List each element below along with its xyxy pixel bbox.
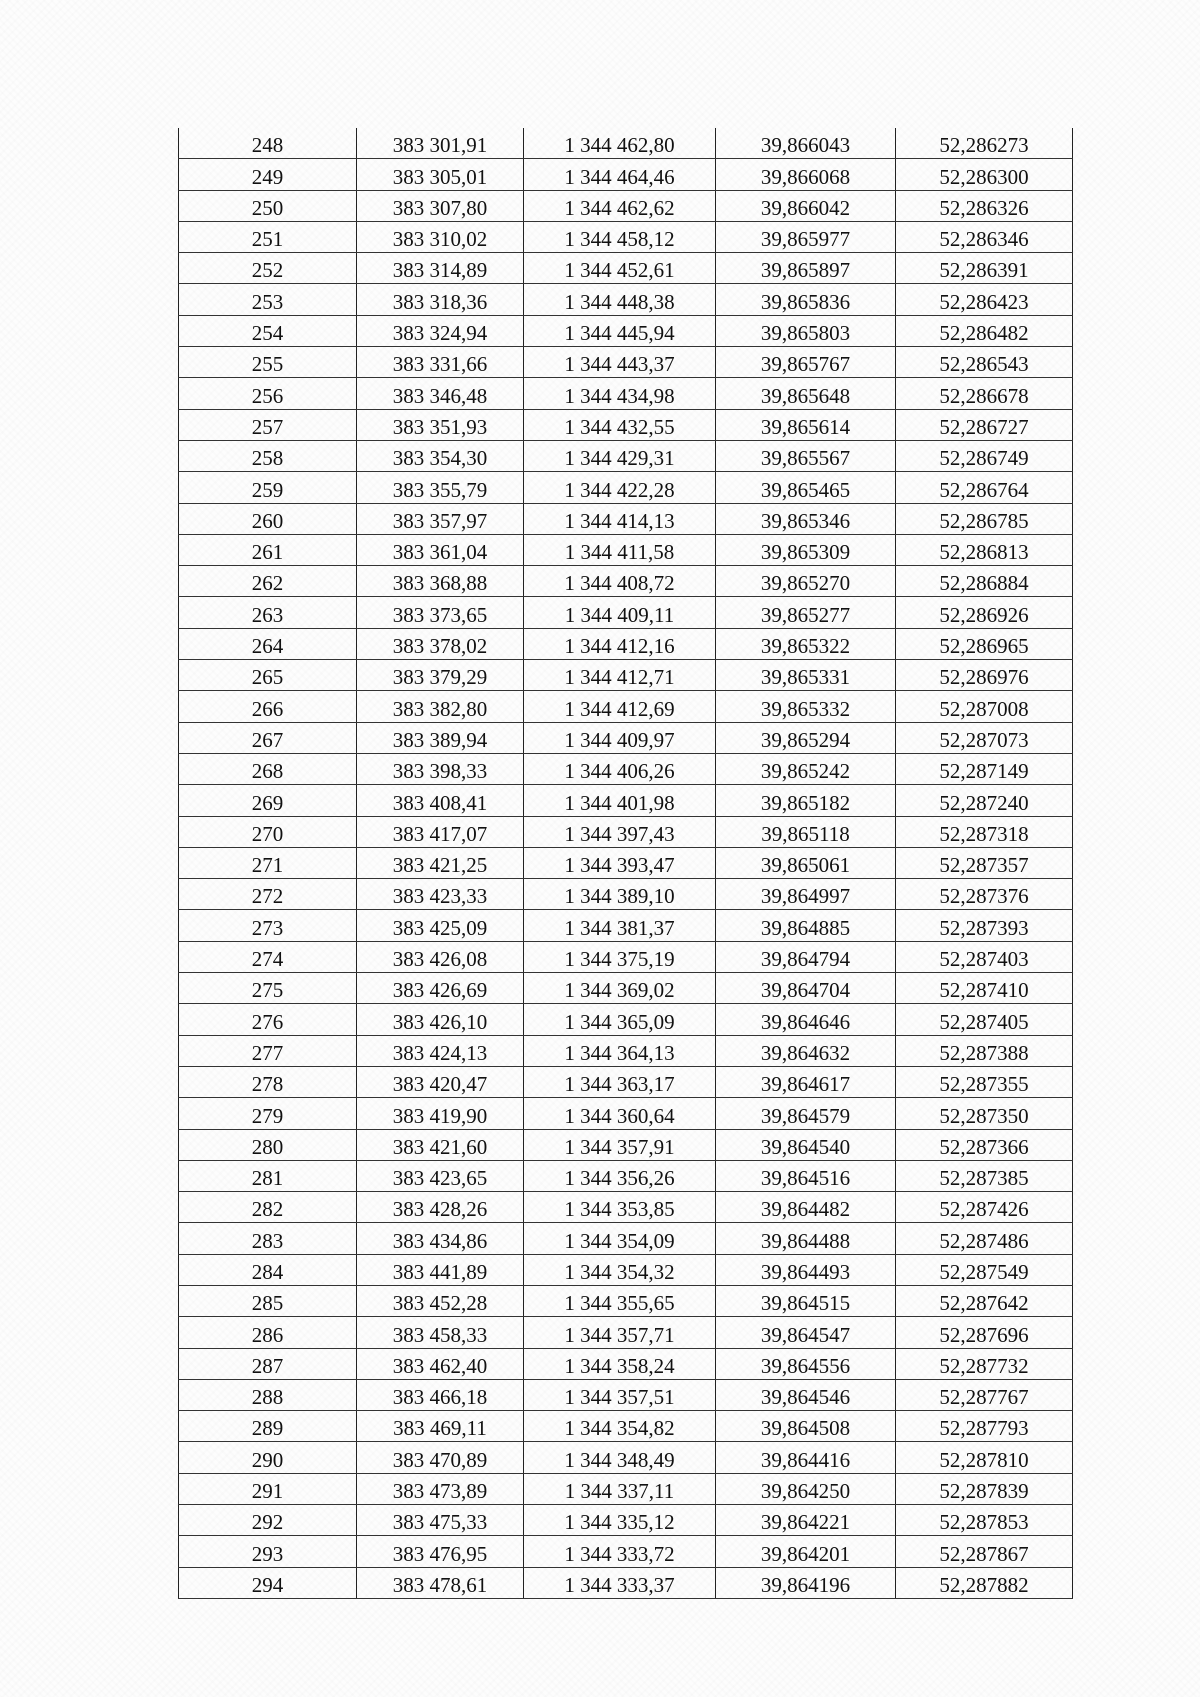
point-number-cell: 269 (179, 785, 357, 816)
x-coordinate-cell: 383 346,48 (357, 378, 524, 409)
table-row (179, 941, 1073, 972)
x-coordinate-cell: 383 417,07 (357, 816, 524, 847)
table-row (179, 1254, 1073, 1285)
point-number-cell: 258 (179, 440, 357, 471)
point-number-cell: 277 (179, 1035, 357, 1066)
y-coordinate-cell: 1 344 464,46 (524, 159, 716, 190)
table-row (179, 284, 1073, 315)
point-number-cell: 283 (179, 1223, 357, 1254)
y-coordinate-cell: 1 344 432,55 (524, 409, 716, 440)
x-coordinate-cell: 383 426,69 (357, 973, 524, 1004)
table-row (179, 1411, 1073, 1442)
table-row (179, 566, 1073, 597)
table-row (179, 1285, 1073, 1316)
point-number-cell: 259 (179, 472, 357, 503)
table-row (179, 221, 1073, 252)
y-coordinate-cell: 1 344 412,16 (524, 628, 716, 659)
table-row (179, 910, 1073, 941)
table-row (179, 973, 1073, 1004)
longitude-cell: 39,865118 (716, 816, 896, 847)
latitude-cell: 52,287403 (896, 941, 1073, 972)
y-coordinate-cell: 1 344 429,31 (524, 440, 716, 471)
table-row (179, 1098, 1073, 1129)
x-coordinate-cell: 383 351,93 (357, 409, 524, 440)
table-row (179, 503, 1073, 534)
latitude-cell: 52,286884 (896, 566, 1073, 597)
longitude-cell: 39,865897 (716, 253, 896, 284)
latitude-cell: 52,287388 (896, 1035, 1073, 1066)
table-row (179, 378, 1073, 409)
table-row (179, 1129, 1073, 1160)
longitude-cell: 39,864997 (716, 879, 896, 910)
point-number-cell: 291 (179, 1473, 357, 1504)
x-coordinate-cell: 383 475,33 (357, 1505, 524, 1536)
y-coordinate-cell: 1 344 364,13 (524, 1035, 716, 1066)
table-row (179, 1505, 1073, 1536)
table-row (179, 847, 1073, 878)
x-coordinate-cell: 383 426,10 (357, 1004, 524, 1035)
y-coordinate-cell: 1 344 412,69 (524, 691, 716, 722)
point-number-cell: 280 (179, 1129, 357, 1160)
point-number-cell: 261 (179, 534, 357, 565)
x-coordinate-cell: 383 378,02 (357, 628, 524, 659)
y-coordinate-cell: 1 344 363,17 (524, 1066, 716, 1097)
longitude-cell: 39,865242 (716, 753, 896, 784)
point-number-cell: 260 (179, 503, 357, 534)
point-number-cell: 270 (179, 816, 357, 847)
y-coordinate-cell: 1 344 411,58 (524, 534, 716, 565)
longitude-cell: 39,864885 (716, 910, 896, 941)
y-coordinate-cell: 1 344 354,09 (524, 1223, 716, 1254)
x-coordinate-cell: 383 421,25 (357, 847, 524, 878)
point-number-cell: 287 (179, 1348, 357, 1379)
y-coordinate-cell: 1 344 452,61 (524, 253, 716, 284)
point-number-cell: 274 (179, 941, 357, 972)
point-number-cell: 268 (179, 753, 357, 784)
y-coordinate-cell: 1 344 409,11 (524, 597, 716, 628)
y-coordinate-cell: 1 344 408,72 (524, 566, 716, 597)
latitude-cell: 52,287073 (896, 722, 1073, 753)
y-coordinate-cell: 1 344 333,72 (524, 1536, 716, 1567)
latitude-cell: 52,286926 (896, 597, 1073, 628)
longitude-cell: 39,864794 (716, 941, 896, 972)
table-row (179, 409, 1073, 440)
x-coordinate-cell: 383 476,95 (357, 1536, 524, 1567)
longitude-cell: 39,865767 (716, 347, 896, 378)
point-number-cell: 281 (179, 1160, 357, 1191)
longitude-cell: 39,864508 (716, 1411, 896, 1442)
x-coordinate-cell: 383 462,40 (357, 1348, 524, 1379)
x-coordinate-cell: 383 473,89 (357, 1473, 524, 1504)
y-coordinate-cell: 1 344 358,24 (524, 1348, 716, 1379)
latitude-cell: 52,286391 (896, 253, 1073, 284)
longitude-cell: 39,865346 (716, 503, 896, 534)
y-coordinate-cell: 1 344 462,80 (524, 128, 716, 159)
latitude-cell: 52,286749 (896, 440, 1073, 471)
latitude-cell: 52,287549 (896, 1254, 1073, 1285)
table-row (179, 1379, 1073, 1410)
longitude-cell: 39,864482 (716, 1192, 896, 1223)
table-row (179, 253, 1073, 284)
y-coordinate-cell: 1 344 357,91 (524, 1129, 716, 1160)
x-coordinate-cell: 383 373,65 (357, 597, 524, 628)
point-number-cell: 282 (179, 1192, 357, 1223)
longitude-cell: 39,864196 (716, 1567, 896, 1598)
y-coordinate-cell: 1 344 406,26 (524, 753, 716, 784)
latitude-cell: 52,286764 (896, 472, 1073, 503)
table-row (179, 534, 1073, 565)
table-row (179, 597, 1073, 628)
longitude-cell: 39,864221 (716, 1505, 896, 1536)
table-row (179, 691, 1073, 722)
y-coordinate-cell: 1 344 448,38 (524, 284, 716, 315)
y-coordinate-cell: 1 344 393,47 (524, 847, 716, 878)
y-coordinate-cell: 1 344 389,10 (524, 879, 716, 910)
point-number-cell: 279 (179, 1098, 357, 1129)
point-number-cell: 286 (179, 1317, 357, 1348)
x-coordinate-cell: 383 452,28 (357, 1285, 524, 1316)
table-row (179, 879, 1073, 910)
x-coordinate-cell: 383 425,09 (357, 910, 524, 941)
point-number-cell: 276 (179, 1004, 357, 1035)
point-number-cell: 251 (179, 221, 357, 252)
latitude-cell: 52,286300 (896, 159, 1073, 190)
y-coordinate-cell: 1 344 462,62 (524, 190, 716, 221)
x-coordinate-cell: 383 361,04 (357, 534, 524, 565)
latitude-cell: 52,286346 (896, 221, 1073, 252)
longitude-cell: 39,864646 (716, 1004, 896, 1035)
longitude-cell: 39,864617 (716, 1066, 896, 1097)
x-coordinate-cell: 383 419,90 (357, 1098, 524, 1129)
point-number-cell: 262 (179, 566, 357, 597)
y-coordinate-cell: 1 344 354,82 (524, 1411, 716, 1442)
x-coordinate-cell: 383 389,94 (357, 722, 524, 753)
longitude-cell: 39,865277 (716, 597, 896, 628)
latitude-cell: 52,287839 (896, 1473, 1073, 1504)
y-coordinate-cell: 1 344 360,64 (524, 1098, 716, 1129)
latitude-cell: 52,287642 (896, 1285, 1073, 1316)
table-row (179, 660, 1073, 691)
x-coordinate-cell: 383 314,89 (357, 253, 524, 284)
x-coordinate-cell: 383 423,33 (357, 879, 524, 910)
y-coordinate-cell: 1 344 401,98 (524, 785, 716, 816)
table-row (179, 315, 1073, 346)
latitude-cell: 52,287696 (896, 1317, 1073, 1348)
latitude-cell: 52,286976 (896, 660, 1073, 691)
x-coordinate-cell: 383 424,13 (357, 1035, 524, 1066)
table-row (179, 785, 1073, 816)
latitude-cell: 52,287385 (896, 1160, 1073, 1191)
x-coordinate-cell: 383 441,89 (357, 1254, 524, 1285)
longitude-cell: 39,865061 (716, 847, 896, 878)
x-coordinate-cell: 383 301,91 (357, 128, 524, 159)
latitude-cell: 52,287882 (896, 1567, 1073, 1598)
point-number-cell: 289 (179, 1411, 357, 1442)
y-coordinate-cell: 1 344 412,71 (524, 660, 716, 691)
latitude-cell: 52,286727 (896, 409, 1073, 440)
longitude-cell: 39,865803 (716, 315, 896, 346)
y-coordinate-cell: 1 344 333,37 (524, 1567, 716, 1598)
table-row (179, 1066, 1073, 1097)
point-number-cell: 256 (179, 378, 357, 409)
x-coordinate-cell: 383 426,08 (357, 941, 524, 972)
point-number-cell: 284 (179, 1254, 357, 1285)
point-number-cell: 252 (179, 253, 357, 284)
latitude-cell: 52,287318 (896, 816, 1073, 847)
latitude-cell: 52,286785 (896, 503, 1073, 534)
longitude-cell: 39,865977 (716, 221, 896, 252)
table-row (179, 1035, 1073, 1066)
y-coordinate-cell: 1 344 409,97 (524, 722, 716, 753)
latitude-cell: 52,287410 (896, 973, 1073, 1004)
longitude-cell: 39,865836 (716, 284, 896, 315)
longitude-cell: 39,865648 (716, 378, 896, 409)
y-coordinate-cell: 1 344 422,28 (524, 472, 716, 503)
x-coordinate-cell: 383 307,80 (357, 190, 524, 221)
longitude-cell: 39,865332 (716, 691, 896, 722)
point-number-cell: 264 (179, 628, 357, 659)
point-number-cell: 278 (179, 1066, 357, 1097)
y-coordinate-cell: 1 344 354,32 (524, 1254, 716, 1285)
longitude-cell: 39,864488 (716, 1223, 896, 1254)
table-row (179, 1536, 1073, 1567)
x-coordinate-cell: 383 421,60 (357, 1129, 524, 1160)
y-coordinate-cell: 1 344 356,26 (524, 1160, 716, 1191)
table-row (179, 1317, 1073, 1348)
table-row (179, 1567, 1073, 1598)
longitude-cell: 39,865465 (716, 472, 896, 503)
table-row (179, 816, 1073, 847)
table-row (179, 159, 1073, 190)
longitude-cell: 39,864546 (716, 1379, 896, 1410)
point-number-cell: 285 (179, 1285, 357, 1316)
point-number-cell: 275 (179, 973, 357, 1004)
x-coordinate-cell: 383 318,36 (357, 284, 524, 315)
point-number-cell: 250 (179, 190, 357, 221)
y-coordinate-cell: 1 344 397,43 (524, 816, 716, 847)
y-coordinate-cell: 1 344 365,09 (524, 1004, 716, 1035)
table-row (179, 1004, 1073, 1035)
latitude-cell: 52,286813 (896, 534, 1073, 565)
latitude-cell: 52,287767 (896, 1379, 1073, 1410)
y-coordinate-cell: 1 344 434,98 (524, 378, 716, 409)
x-coordinate-cell: 383 478,61 (357, 1567, 524, 1598)
latitude-cell: 52,287350 (896, 1098, 1073, 1129)
y-coordinate-cell: 1 344 375,19 (524, 941, 716, 972)
coordinates-table (178, 128, 1073, 1599)
x-coordinate-cell: 383 466,18 (357, 1379, 524, 1410)
y-coordinate-cell: 1 344 369,02 (524, 973, 716, 1004)
longitude-cell: 39,865294 (716, 722, 896, 753)
table-row (179, 472, 1073, 503)
latitude-cell: 52,286543 (896, 347, 1073, 378)
point-number-cell: 248 (179, 128, 357, 159)
point-number-cell: 263 (179, 597, 357, 628)
y-coordinate-cell: 1 344 443,37 (524, 347, 716, 378)
y-coordinate-cell: 1 344 381,37 (524, 910, 716, 941)
coordinates-table-body (179, 128, 1073, 1598)
longitude-cell: 39,864250 (716, 1473, 896, 1504)
longitude-cell: 39,865322 (716, 628, 896, 659)
x-coordinate-cell: 383 428,26 (357, 1192, 524, 1223)
longitude-cell: 39,866042 (716, 190, 896, 221)
longitude-cell: 39,864515 (716, 1285, 896, 1316)
table-row (179, 1348, 1073, 1379)
point-number-cell: 267 (179, 722, 357, 753)
y-coordinate-cell: 1 344 335,12 (524, 1505, 716, 1536)
x-coordinate-cell: 383 469,11 (357, 1411, 524, 1442)
longitude-cell: 39,866068 (716, 159, 896, 190)
latitude-cell: 52,287405 (896, 1004, 1073, 1035)
y-coordinate-cell: 1 344 353,85 (524, 1192, 716, 1223)
longitude-cell: 39,865309 (716, 534, 896, 565)
x-coordinate-cell: 383 434,86 (357, 1223, 524, 1254)
longitude-cell: 39,864201 (716, 1536, 896, 1567)
y-coordinate-cell: 1 344 337,11 (524, 1473, 716, 1504)
y-coordinate-cell: 1 344 357,71 (524, 1317, 716, 1348)
table-row (179, 1223, 1073, 1254)
x-coordinate-cell: 383 398,33 (357, 753, 524, 784)
table-row (179, 440, 1073, 471)
longitude-cell: 39,864579 (716, 1098, 896, 1129)
table-row (179, 1473, 1073, 1504)
point-number-cell: 257 (179, 409, 357, 440)
latitude-cell: 52,287366 (896, 1129, 1073, 1160)
table-row (179, 347, 1073, 378)
y-coordinate-cell: 1 344 348,49 (524, 1442, 716, 1473)
table-row (179, 190, 1073, 221)
y-coordinate-cell: 1 344 458,12 (524, 221, 716, 252)
y-coordinate-cell: 1 344 445,94 (524, 315, 716, 346)
longitude-cell: 39,864516 (716, 1160, 896, 1191)
latitude-cell: 52,287376 (896, 879, 1073, 910)
x-coordinate-cell: 383 310,02 (357, 221, 524, 252)
x-coordinate-cell: 383 324,94 (357, 315, 524, 346)
table-row (179, 1160, 1073, 1191)
longitude-cell: 39,864556 (716, 1348, 896, 1379)
longitude-cell: 39,864632 (716, 1035, 896, 1066)
longitude-cell: 39,865270 (716, 566, 896, 597)
point-number-cell: 294 (179, 1567, 357, 1598)
table-row (179, 128, 1073, 159)
point-number-cell: 290 (179, 1442, 357, 1473)
y-coordinate-cell: 1 344 355,65 (524, 1285, 716, 1316)
latitude-cell: 52,287355 (896, 1066, 1073, 1097)
latitude-cell: 52,286273 (896, 128, 1073, 159)
x-coordinate-cell: 383 470,89 (357, 1442, 524, 1473)
longitude-cell: 39,865567 (716, 440, 896, 471)
point-number-cell: 288 (179, 1379, 357, 1410)
latitude-cell: 52,287732 (896, 1348, 1073, 1379)
x-coordinate-cell: 383 408,41 (357, 785, 524, 816)
y-coordinate-cell: 1 344 357,51 (524, 1379, 716, 1410)
point-number-cell: 266 (179, 691, 357, 722)
x-coordinate-cell: 383 420,47 (357, 1066, 524, 1097)
x-coordinate-cell: 383 331,66 (357, 347, 524, 378)
point-number-cell: 273 (179, 910, 357, 941)
table-row (179, 1192, 1073, 1223)
longitude-cell: 39,866043 (716, 128, 896, 159)
x-coordinate-cell: 383 382,80 (357, 691, 524, 722)
latitude-cell: 52,286482 (896, 315, 1073, 346)
x-coordinate-cell: 383 458,33 (357, 1317, 524, 1348)
latitude-cell: 52,287867 (896, 1536, 1073, 1567)
table-row (179, 753, 1073, 784)
table-row (179, 1442, 1073, 1473)
point-number-cell: 272 (179, 879, 357, 910)
longitude-cell: 39,865331 (716, 660, 896, 691)
latitude-cell: 52,287008 (896, 691, 1073, 722)
longitude-cell: 39,864704 (716, 973, 896, 1004)
latitude-cell: 52,286965 (896, 628, 1073, 659)
latitude-cell: 52,287853 (896, 1505, 1073, 1536)
y-coordinate-cell: 1 344 414,13 (524, 503, 716, 534)
x-coordinate-cell: 383 354,30 (357, 440, 524, 471)
point-number-cell: 255 (179, 347, 357, 378)
latitude-cell: 52,287357 (896, 847, 1073, 878)
table-row (179, 722, 1073, 753)
latitude-cell: 52,286423 (896, 284, 1073, 315)
point-number-cell: 292 (179, 1505, 357, 1536)
longitude-cell: 39,864416 (716, 1442, 896, 1473)
latitude-cell: 52,286678 (896, 378, 1073, 409)
latitude-cell: 52,287810 (896, 1442, 1073, 1473)
latitude-cell: 52,287393 (896, 910, 1073, 941)
x-coordinate-cell: 383 368,88 (357, 566, 524, 597)
table-row (179, 628, 1073, 659)
point-number-cell: 253 (179, 284, 357, 315)
point-number-cell: 271 (179, 847, 357, 878)
x-coordinate-cell: 383 305,01 (357, 159, 524, 190)
x-coordinate-cell: 383 379,29 (357, 660, 524, 691)
x-coordinate-cell: 383 423,65 (357, 1160, 524, 1191)
point-number-cell: 249 (179, 159, 357, 190)
point-number-cell: 265 (179, 660, 357, 691)
longitude-cell: 39,864540 (716, 1129, 896, 1160)
latitude-cell: 52,286326 (896, 190, 1073, 221)
longitude-cell: 39,865614 (716, 409, 896, 440)
latitude-cell: 52,287426 (896, 1192, 1073, 1223)
x-coordinate-cell: 383 355,79 (357, 472, 524, 503)
latitude-cell: 52,287793 (896, 1411, 1073, 1442)
longitude-cell: 39,864493 (716, 1254, 896, 1285)
latitude-cell: 52,287486 (896, 1223, 1073, 1254)
latitude-cell: 52,287240 (896, 785, 1073, 816)
latitude-cell: 52,287149 (896, 753, 1073, 784)
x-coordinate-cell: 383 357,97 (357, 503, 524, 534)
longitude-cell: 39,864547 (716, 1317, 896, 1348)
longitude-cell: 39,865182 (716, 785, 896, 816)
point-number-cell: 254 (179, 315, 357, 346)
point-number-cell: 293 (179, 1536, 357, 1567)
